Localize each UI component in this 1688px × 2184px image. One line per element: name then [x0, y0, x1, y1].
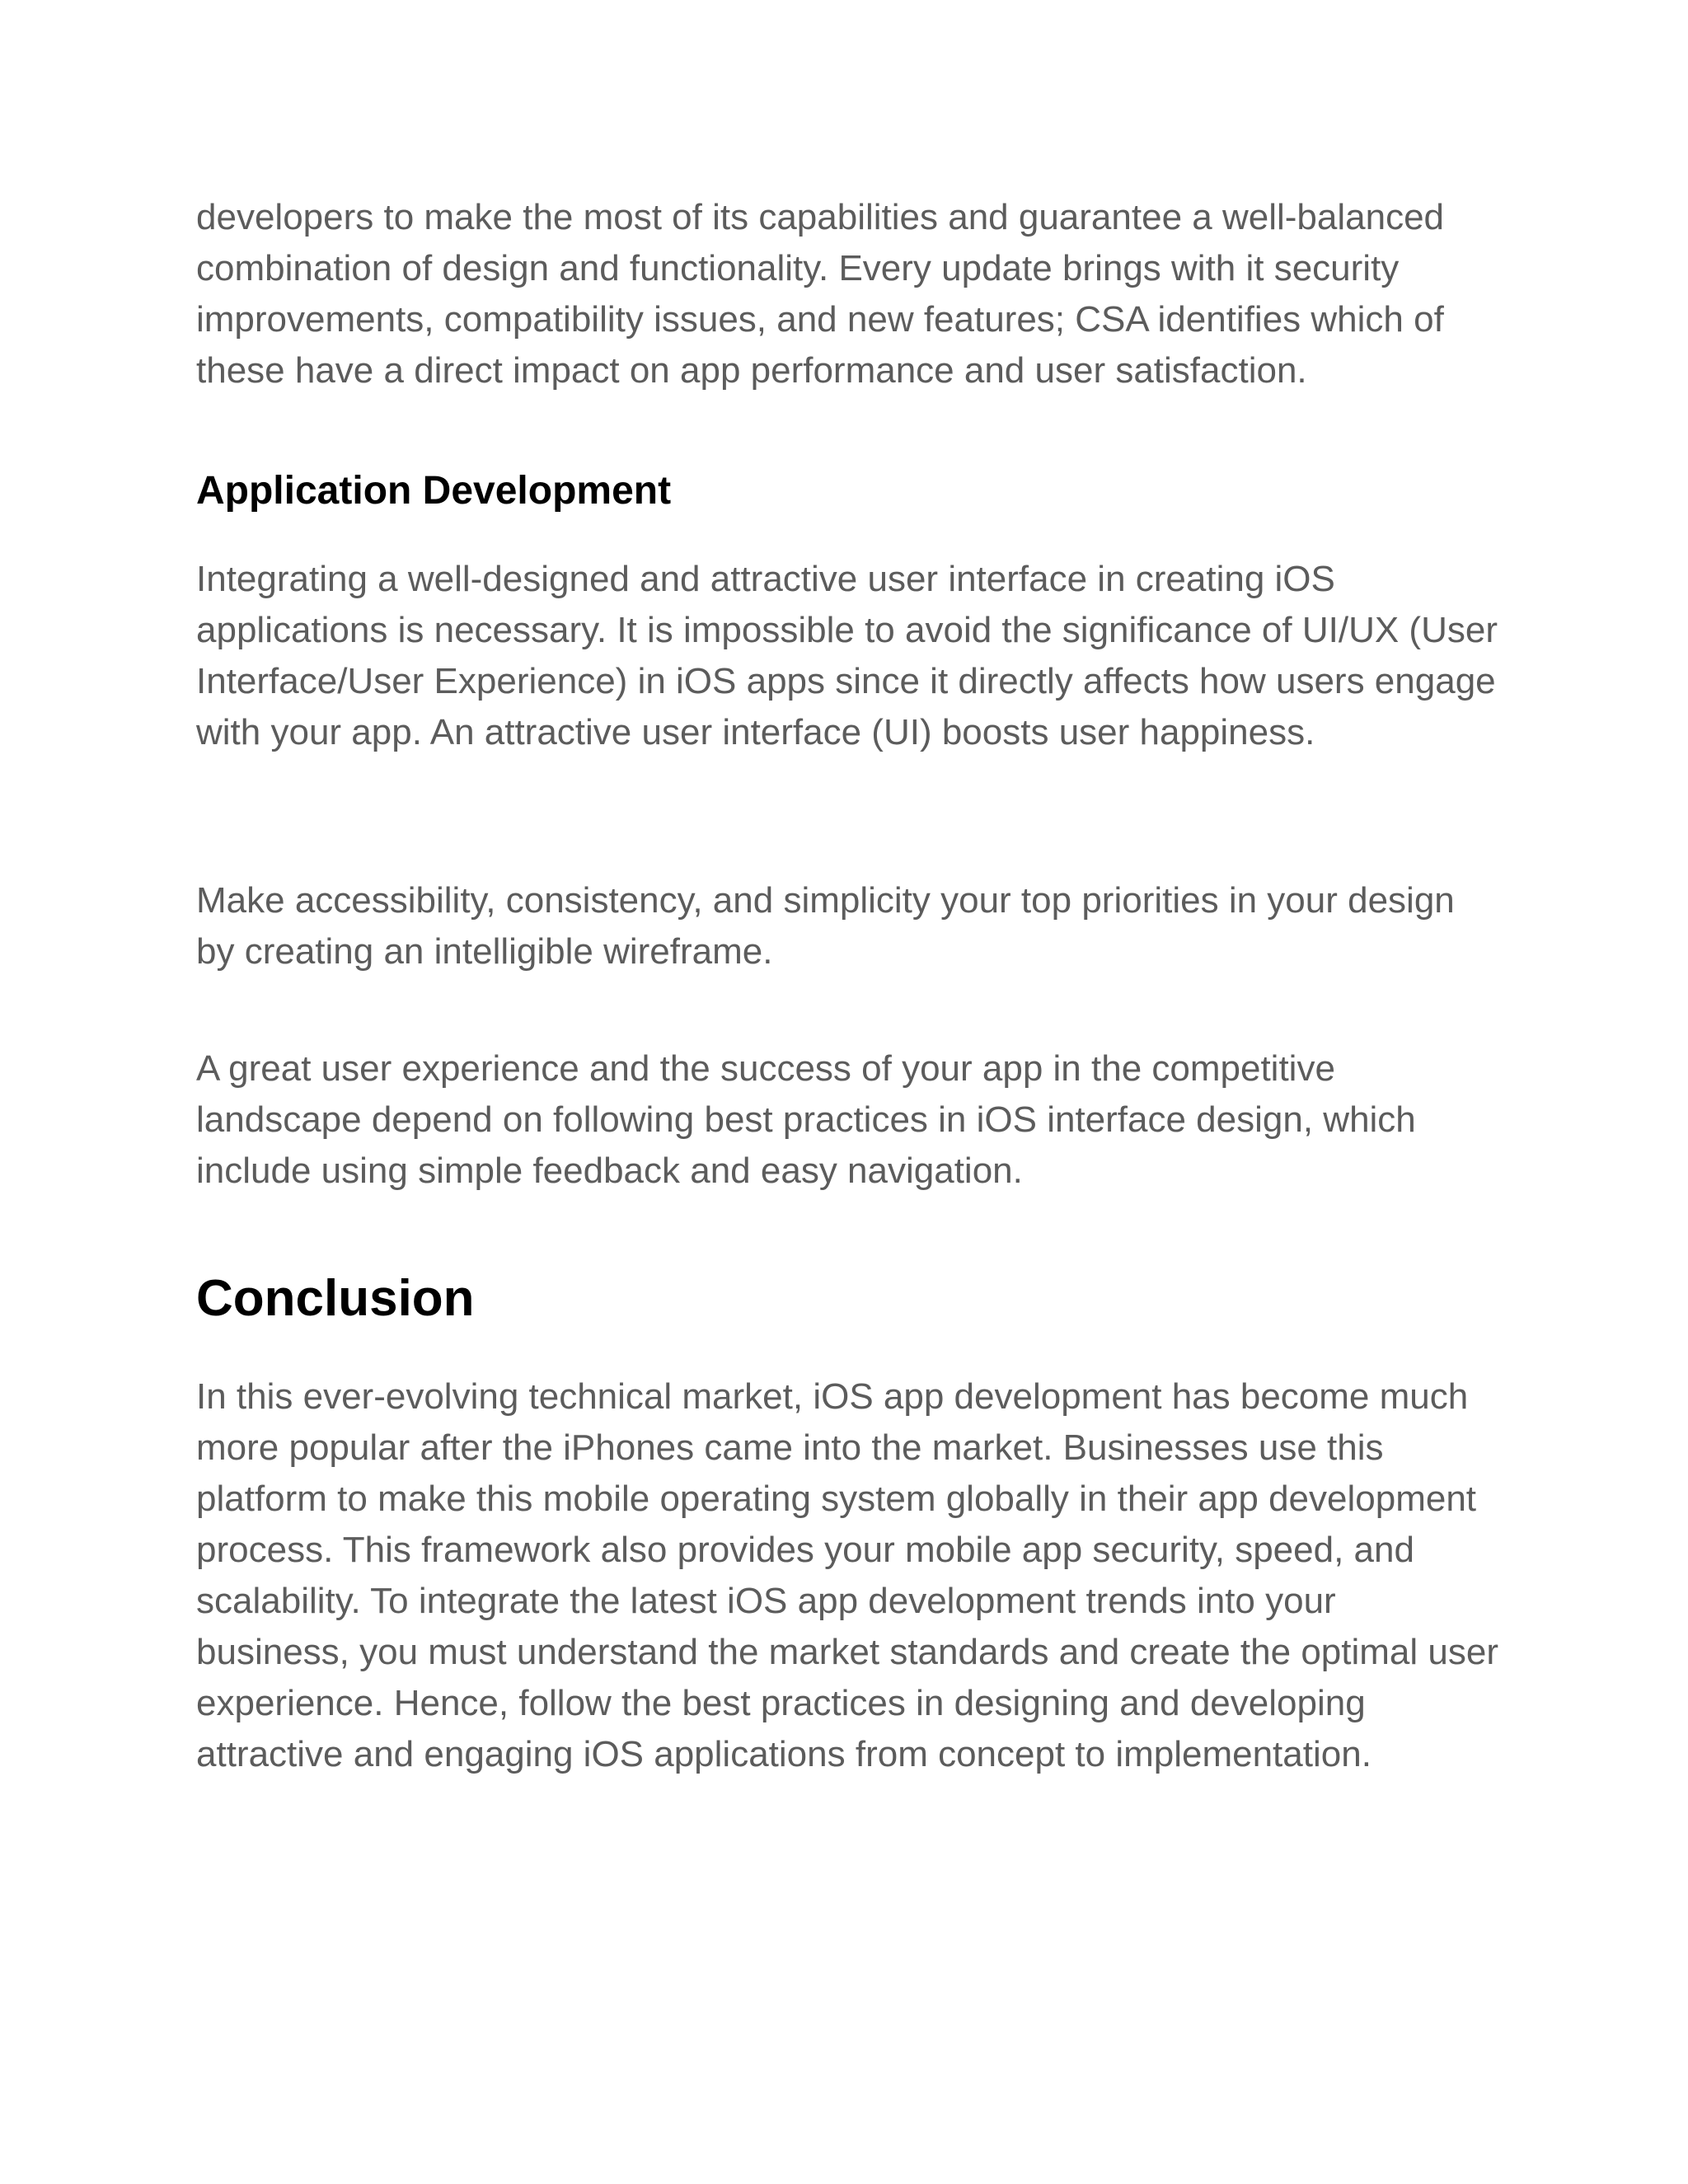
application-development-heading: Application Development	[196, 469, 672, 513]
app-dev-paragraph-3: A great user experience and the success of your app in the competitive landscape depend on following best practices in iOS interface design, which include using simple feedback and easy navigation.	[196, 1048, 1416, 1191]
conclusion-paragraph: In this ever-evolving technical market, iOS app development has become much more popular after the iPhones came into the market. Businesses use this platform to make this mobile operating system globally in their app development process. This framework also provides your mobile app security, speed, and scalability. To integrate the latest iOS app development trends into your business, you must understand the market standards and create the optimal user experience. Hence, follow the best practices in designing and developing attractive and engaging iOS applications from concept to implementation.	[196, 1376, 1498, 1774]
conclusion-heading: Conclusion	[196, 1270, 475, 1327]
app-dev-paragraph-1: Integrating a well-designed and attractive user interface in creating iOS applications is necessary. It is impossible to avoid the significance of UI/UX (User Interface/User Experience) in iOS apps since it directly affects how users engage with your app. An attractive user interface (UI) boosts user happiness.	[196, 559, 1498, 752]
intro-paragraph: developers to make the most of its capabilities and guarantee a well-balanced combination of design and functionality. Every update brings with it security improvements, compatibility issues, and new features; CSA identifies which of these have a direct impact on app performance and user satisfaction.	[196, 197, 1445, 391]
app-dev-paragraph-2: Make accessibility, consistency, and simplicity your top priorities in your design by creating an intelligible wireframe.	[196, 880, 1455, 972]
